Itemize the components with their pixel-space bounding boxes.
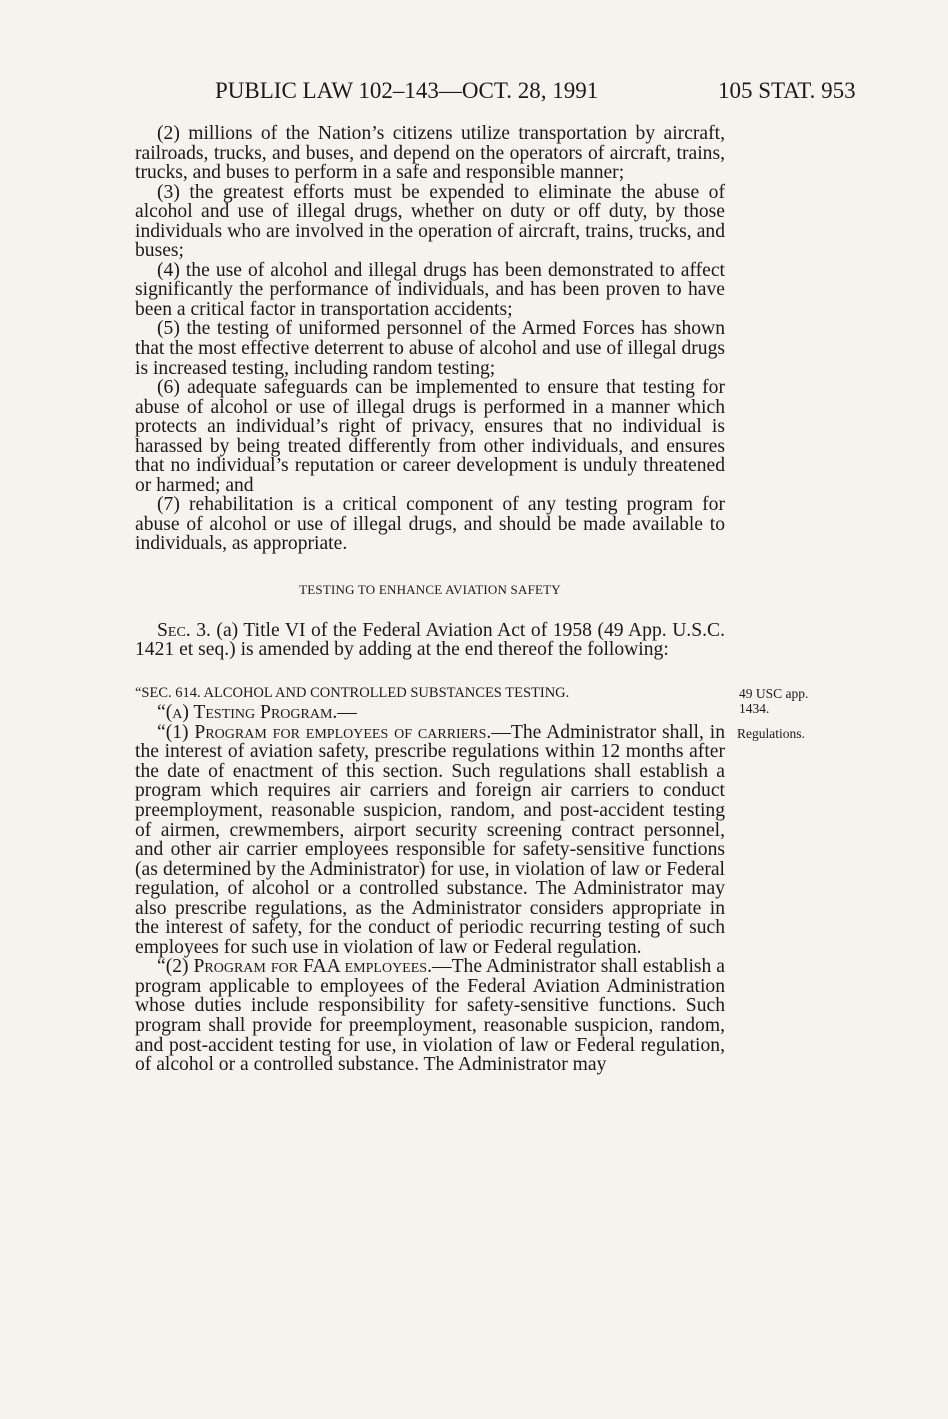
sec614-title: “SEC. 614. ALCOHOL AND CONTROLLED SUBSTANCES TESTING.: [135, 684, 570, 701]
finding-paragraph-3: (3) the greatest efforts must be expended to eliminate the abuse of alcohol and use of illegal drugs, whether on duty or off duty, by those individuals who are involved in the operation of aircraft, trains, trucks, and buses;: [135, 181, 725, 262]
finding-paragraph-7: (7) rehabilitation is a critical component of any testing program for abuse of alcohol or use of illegal drugs, and should be made available to individuals, as appropriate.: [135, 494, 725, 555]
item2-text: —The Administrator shall establish a program applicable to employees of the Federal Aviation Administration whose duties include responsibility for safety-sensitive functions. Such program shall provide for preemployment, reasonable suspicion, random, and post-accident testing for use, in violation of law or Federal regulation, of alcohol or a controlled substance. The Administrator may: [135, 956, 725, 1076]
page-header: [0, 66, 948, 106]
header-page-number: 105 STAT. 953: [718, 78, 856, 103]
item1-paragraph: [135, 723, 725, 958]
sec3-text: 3. (a) Title VI of the Federal Aviation Act of 1958 (49 App. U.S.C. 1421 et seq.) is amended by adding at the end thereof the following:: [135, 619, 725, 661]
margin-note-usc-line1: 49 USC app.: [739, 685, 809, 701]
finding-paragraph-2: (2) millions of the Nation’s citizens utilize transportation by aircraft, railroads, trucks, and buses, and depend on the operators of aircraft, trains, trucks, and buses to perform in a safe and responsible manner;: [135, 123, 725, 184]
header-title: PUBLIC LAW 102–143—OCT. 28, 1991: [215, 78, 599, 103]
section-heading: TESTING TO ENHANCE AVIATION SAFETY: [299, 582, 561, 598]
sec3-lead: Sec.: [157, 619, 191, 641]
margin-note-regulations: Regulations.: [737, 725, 805, 741]
finding-paragraph-6: (6) adequate safeguards can be implemented to ensure that testing for abuse of alcohol or use of illegal drugs is performed in a manner which protects an individual’s right of privacy, ensures that no individual is harassed by being treated differently from other individuals, and ensures that no individual’s reputation or career development is unduly threatened or harmed; and: [135, 377, 725, 496]
margin-note-usc: [739, 686, 808, 716]
sec3-paragraph: [135, 621, 725, 660]
item2-paragraph: [135, 957, 725, 1074]
item1-text: —The Administrator shall, in the interest of aviation safety, prescribe regulations within 12 months after the date of enactment of this section. Such regulations shall establish a program which requires air carriers and foreign air carriers to conduct preemployment, reasonable suspicion, random, and post-accident testing of airmen, crewmembers, airport security screening contract personnel, and other air carrier employees responsible for safety-sensitive functions (as determined by the Administrator) for use, in violation of law or Federal regulation, of alcohol or a controlled substance. The Administrator may also prescribe regulations, as the Administrator considers appropriate in the interest of safety, for the conduct of periodic recurring testing of such employees for such use in violation of law or Federal regulation.: [135, 721, 725, 958]
item1-heading: “(1) Program for employees of carriers.: [157, 721, 492, 743]
margin-note-usc-line2: 1434.: [739, 700, 770, 716]
finding-paragraph-5: (5) the testing of uniformed personnel of the Armed Forces has shown that the most effective deterrent to abuse of alcohol and use of illegal drugs is increased testing, including random testing;: [135, 318, 725, 379]
item2-heading: “(2) Program for FAA employees.: [157, 956, 432, 978]
document-body: [135, 124, 725, 1075]
subsection-a-heading: “(a) Testing Program.—: [157, 702, 357, 724]
finding-paragraph-4: (4) the use of alcohol and illegal drugs has been demonstrated to affect significantly the performance of individuals, and has been proven to have been a critical factor in transportation accidents;: [135, 259, 725, 320]
